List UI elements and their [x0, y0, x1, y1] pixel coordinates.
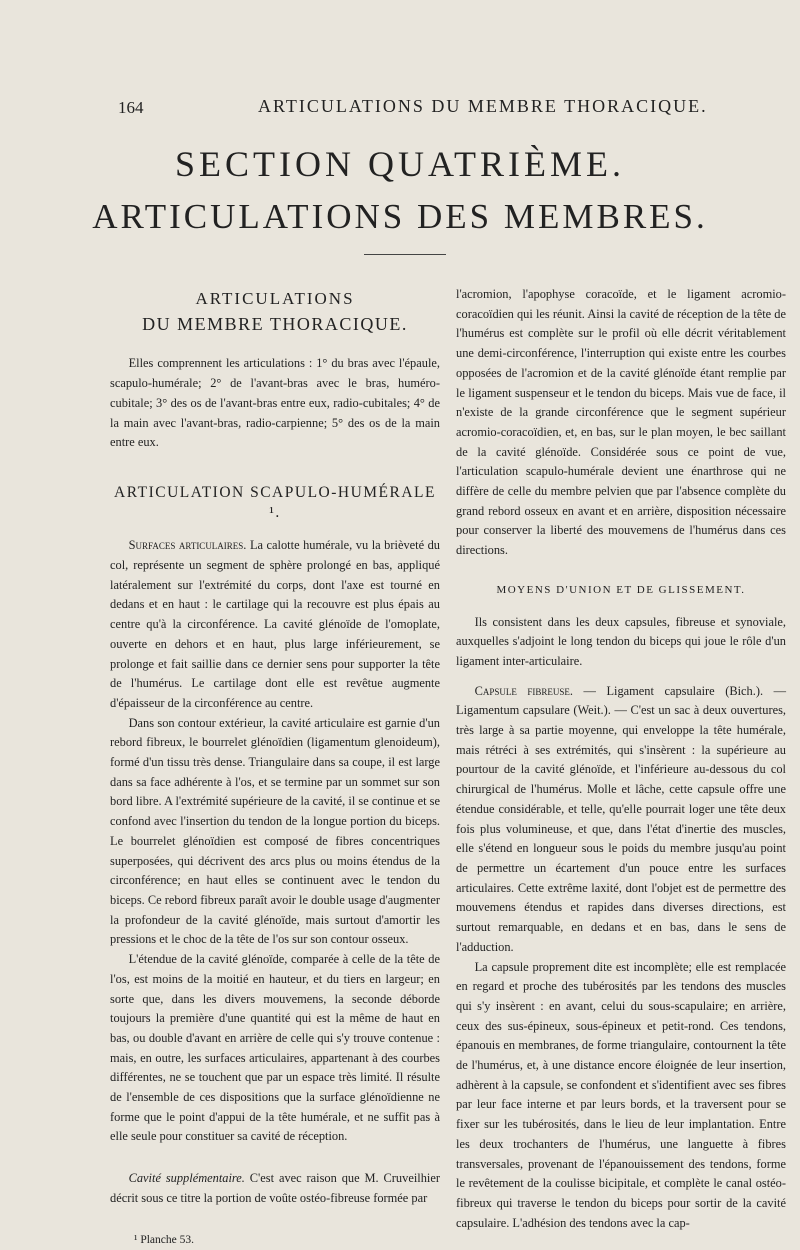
paragraph-etendue: L'étendue de la cavité glénoïde, comparée à celle de la tête de l'os, est moins de la moitié en hauteur, et du tiers en largeur; en sorte que, dans les divers mouvemens, la seconde déborde toujours la première d'une quantité qui est la même de haut en bas, ou double d'avant en arrière de celle qui s'y trouve contenue : mais, en outre, les surfaces articulaires, appartenant à des courbes différentes, ne se touchent que par un espace très limité. Il résulte de l'ensemble de ces dispositions que la surface glénoïdienne ne forme que le point d'appui de la tête humérale, et ne suffit pas à elle seule pour constituer sa cavité de réception. — [110, 952, 440, 1144]
heading-articulations: ARTICULATIONS — [195, 289, 355, 308]
heading-moyens-union: MOYENS D'UNION ET DE GLISSEMENT. — [496, 583, 746, 596]
page-number: 164 — [118, 98, 144, 117]
paragraph-acromion: l'acromion, l'apophyse coracoïde, et le ligament acromio-coracoïdien qui les réunit. Ainsi la cavité de réception de la tête de l'humérus est complète sur le profil où elle décrit véritablement une demi-circonférence, l'interruption qui existe entre les courbes opposées de l'acromion et de la cavité glénoïde étant remplie par le ligament suspenseur et le tendon du biceps. Mais vue de face, il n'existe de la grande circonférence que le segment supérieur acromio-coracoïdien, et, en bas, sur le plan moyen, le bec saillant de la cavité glénoïde. Considérée sous ce point de vue, l'articulation scapulo-humérale devient une énarthrose qui ne diffère de celle du membre pelvien que par l'absence complète du grand rebord osseux en avant et en arrière, disposition nécessaire pour conserver la liberté des mouvemens de l'humérus dans ces directions. — [456, 287, 786, 558]
lead-surfaces: Surfaces articulaires. — [128, 538, 247, 553]
footnote: ¹ Planche 53. — [134, 1233, 194, 1246]
lead-cavite: Cavité supplémentaire. — [128, 1171, 245, 1186]
spacer — [456, 672, 786, 682]
paragraph-capsule-fibreuse — [456, 682, 786, 958]
divider-rule — [364, 254, 446, 255]
heading-scapulo-humerale: ARTICULATION SCAPULO-HUMÉRALE ¹. — [114, 483, 436, 521]
page-header — [118, 96, 718, 126]
text-capsule-fibreuse: — Ligament capsulaire (Bich.). — Ligamentum capsulare (Weit.). — C'est un sac à deux ouvertures, très large à sa partie moyenne, qui enveloppe la tête humérale, mais rétréci à ses extrémités, qui s'insèrent : la supérieure au pourtour de la cavité glénoïde, et l'inférieure au-dessous du col chirurgical de l'humérus. Molle et lâche, cette capsule offre une étendue considérable, et telle, qu'elle pourrait loger une tête deux fois plus volumineuse, et que, dans l'état d'inertie des muscles, elle s'étend en longueur sous le poids du membre jusqu'au point de permettre un écartement d'un pouce entre les surfaces articulaires. Cette extrême laxité, dont l'objet est de permettre des mouvemens étendus et rapides dans diverses directions, est surtout remarquable, en dedans et en bas, dans le sens de l'adduction. — [456, 683, 786, 954]
paragraph-surfaces — [110, 536, 440, 713]
paragraph-cavite — [110, 1169, 440, 1208]
right-column — [456, 285, 786, 1233]
section-title: SECTION QUATRIÈME. — [175, 144, 625, 184]
lead-capsule-fibreuse: Capsule fibreuse. — [474, 683, 573, 698]
spacer — [110, 1147, 440, 1169]
paragraph-bourrelet: Dans son contour extérieur, la cavité articulaire est garnie d'un rebord fibreux, le bourrelet glénoïdien (ligamentum glenoideum), formé d'un tissu très dense. Triangulaire dans sa coupe, il est large dans sa face adhérente à l'os, et se termine par un sommet sur son bord libre. A l'extrémité supérieure de la cavité, il se continue et se confond avec l'insertion du tendon de la longue portion du biceps. Le bourrelet glénoïdien est composé de fibres concentriques superposées, qui décrivent des arcs plus ou moins étendus de la circonférence; en haut elles se continuent avec le tendon du biceps. Ce rebord fibreux paraît avoir le double usage d'augmenter la profondeur de la cavité glénoïde, mais surtout d'amortir les pressions et le choc de la tête de l'os sur son contour osseux. — [110, 715, 440, 947]
running-title: ARTICULATIONS DU MEMBRE THORACIQUE. — [258, 96, 708, 116]
text-cavite: C'est avec raison que M. Cruveilhier décrit sous ce titre la portion de voûte ostéo-fibreuse formée par — [110, 1171, 440, 1205]
paragraph-capsule-incomplete: La capsule proprement dite est incomplète; elle est remplacée en regard et proche des tubérosités par les tendons des muscles qui s'y insèrent : en avant, celui du sous-scapulaire; en arrière, ceux des sus-épineux, sous-épineux et petit-rond. Ces tendons, épanouis en membranes, de forme triangulaire, contournent la tête de l'humérus, et, à une distance encore éloignée de leur insertion, adhèrent à la capsule, se confondent et s'identifient avec ses fibres par leur face interne et par leurs bords, et la traversent pour se fixer sur les tubérosités, dans le lieu de leur implantation. Entre les deux trochanters de l'humérus, une languette à fibres transversales, provenant de l'épanouissement des tendons, forme le revêtement de la coulisse bicipitale, et complète le canal ostéo-fibreux qui traverse le tendon du biceps pour sortir de la cavité capsulaire. L'adhésion des tendons avec la cap- — [456, 959, 786, 1230]
part-title: ARTICULATIONS DES MEMBRES. — [92, 197, 708, 236]
intro-paragraph: Elles comprennent les articulations : 1° du bras avec l'épaule, scapulo-humérale; 2° de l'avant-bras avec le bras, huméro-cubitale; 3° des os de l'avant-bras entre eux, radio-cubitales; 4° de la main avec l'avant-bras, radio-carpienne; 5° des os de la main entre eux. — [110, 356, 440, 450]
paragraph-capsules: Ils consistent dans les deux capsules, fibreuse et synoviale, auxquelles s'adjoint le long tendon du biceps qui joue le rôle d'un ligament inter-articulaire. — [456, 614, 786, 668]
text-surfaces: La calotte humérale, vu la brièveté du col, représente un segment de sphère prolongé en bas, appliqué latéralement sur l'extrémité du corps, dont l'axe est tourné en dedans et en haut : le cartilage qui la recouvre est plus épais au centre qu'à la circonférence. La cavité glénoïde de l'omoplate, ouverte en dehors et en haut, plus large inférieurement, se prolonge et fait saillie dans ce dernier sens pour supporter la tête de l'humérus. Le cartilage dont elle est revêtue augmente d'épaisseur de la circonférence au centre. — [110, 538, 441, 710]
heading-membre-thoracique: DU MEMBRE THORACIQUE. — [142, 313, 408, 334]
left-column — [110, 285, 440, 1250]
